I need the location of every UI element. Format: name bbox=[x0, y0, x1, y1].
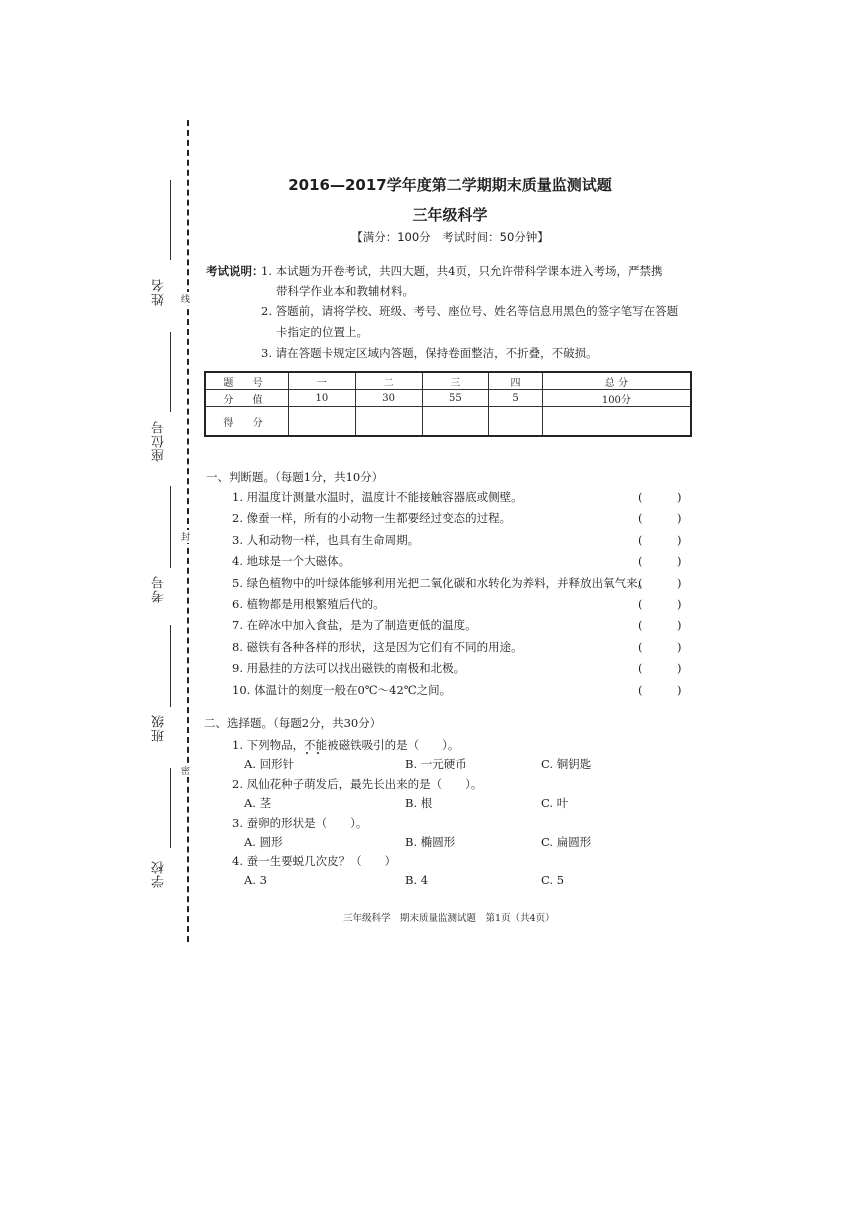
score-header-cell: 三 bbox=[422, 372, 489, 390]
answer-parentheses[interactable]: ( ) bbox=[638, 661, 682, 676]
score-value-cell: 100分 bbox=[542, 390, 691, 407]
question-stem: 2. 凤仙花种子萌发后，最先长出来的是（ ）。 bbox=[232, 777, 483, 791]
question-text: 5. 绿色植物中的叶绿体能够利用光把二氧化碳和水转化为养料，并释放出氧气来。 bbox=[232, 575, 650, 590]
score-table-got-row bbox=[205, 407, 691, 437]
answer-parentheses[interactable]: ( ) bbox=[638, 511, 682, 526]
option-b[interactable]: B. 椭圆形 bbox=[405, 835, 456, 849]
question-text: 7. 在碎冰中加入食盐，是为了制造更低的温度。 bbox=[232, 618, 477, 633]
answer-parentheses[interactable]: ( ) bbox=[638, 532, 682, 547]
question-text: 6. 植物都是用根繁殖后代的。 bbox=[232, 597, 385, 611]
instruction-line-5: 3. 请在答题卡规定区域内答题，保持卷面整洁，不折叠，不破损。 bbox=[261, 346, 598, 360]
score-table-header-row bbox=[205, 372, 691, 390]
question-stem: 4. 蚕一生要蜕几次皮？（ ） bbox=[232, 854, 397, 868]
seat-line bbox=[170, 332, 171, 412]
question-text: 1. 用温度计测量水温时，温度计不能接触容器底或侧壁。 bbox=[232, 490, 523, 504]
score-got-label: 得 分 bbox=[205, 407, 289, 437]
score-values-label: 分 值 bbox=[205, 390, 289, 407]
seal-char-xian: 线 bbox=[181, 292, 190, 305]
score-got-cell[interactable] bbox=[289, 407, 356, 437]
score-got-cell[interactable] bbox=[489, 407, 542, 437]
option-b[interactable]: B. 根 bbox=[405, 796, 433, 810]
question-text: 3. 人和动物一样，也具有生命周期。 bbox=[232, 532, 420, 547]
exam-subject: 三年级科学 bbox=[412, 206, 488, 224]
question-text: 9. 用悬挂的方法可以找出磁铁的南极和北极。 bbox=[232, 661, 466, 676]
score-header-cell: 一 bbox=[289, 372, 356, 390]
score-table bbox=[204, 371, 692, 437]
school-label: 学校 bbox=[152, 860, 167, 888]
emphasis-dot bbox=[317, 752, 319, 754]
question-text: 4. 地球是一个大磁体。 bbox=[232, 554, 351, 569]
answer-parentheses[interactable]: ( ) bbox=[638, 639, 682, 654]
score-got-cell[interactable] bbox=[355, 407, 422, 437]
answer-parentheses[interactable]: ( ) bbox=[638, 682, 682, 697]
page-footer: 三年级科学 期末质量监测试题 第1页（共4页） bbox=[343, 913, 555, 924]
question-text: 2. 像蚕一样，所有的小动物一生都要经过变态的过程。 bbox=[232, 511, 512, 526]
class-line bbox=[170, 625, 171, 707]
option-c[interactable]: C. 扁圆形 bbox=[541, 835, 592, 849]
option-c[interactable]: C. 叶 bbox=[541, 796, 569, 810]
score-value-cell: 10 bbox=[289, 390, 356, 407]
name-label: 姓名 bbox=[152, 278, 167, 306]
instruction-line-4: 卡指定的位置上。 bbox=[276, 325, 368, 339]
option-c[interactable]: C. 5 bbox=[541, 873, 565, 887]
option-c[interactable]: C. 铜钥匙 bbox=[541, 757, 592, 771]
question-text: 10. 体温计的刻度一般在0℃～42℃之间。 bbox=[232, 682, 452, 697]
exam-title: 2016—2017学年度第二学期期末质量监测试题 bbox=[288, 176, 612, 194]
question-stem: 3. 蚕卵的形状是（ ）。 bbox=[232, 816, 368, 830]
score-header-cell: 二 bbox=[355, 372, 422, 390]
question-stem: 1. 下列物品，不能被磁铁吸引的是（ ）。 bbox=[232, 738, 460, 752]
option-b[interactable]: B. 一元硬币 bbox=[405, 757, 467, 771]
option-a[interactable]: A. 茎 bbox=[244, 796, 272, 810]
question-text: 8. 磁铁有各种各样的形状，这是因为它们有不同的用途。 bbox=[232, 639, 523, 654]
score-header-cell: 四 bbox=[489, 372, 542, 390]
option-a[interactable]: A. 回形针 bbox=[244, 757, 295, 771]
instruction-line-3: 2. 答题前，请将学校、班级、考号、座位号、姓名等信息用黑色的签字笔写在答题 bbox=[261, 304, 679, 318]
option-a[interactable]: A. 圆形 bbox=[244, 835, 283, 849]
answer-parentheses[interactable]: ( ) bbox=[638, 597, 682, 611]
class-label: 班级 bbox=[152, 714, 167, 742]
school-line bbox=[170, 768, 171, 848]
emphasis-dot bbox=[306, 752, 308, 754]
seat-label: 座位号 bbox=[152, 420, 167, 462]
instructions-label: 考试说明： bbox=[206, 264, 264, 278]
instruction-line-1: 1. 本试题为开卷考试，共四大题，共4页，只允许带科学课本进入考场，严禁携 bbox=[261, 264, 663, 278]
answer-parentheses[interactable]: ( ) bbox=[638, 575, 682, 590]
section2-title: 二、选择题。（每题2分，共30分） bbox=[204, 716, 382, 730]
score-value-cell: 55 bbox=[422, 390, 489, 407]
exam-no-label: 考号 bbox=[152, 575, 167, 603]
score-value-cell: 5 bbox=[489, 390, 542, 407]
instruction-line-2: 带科学作业本和教辅材料。 bbox=[276, 284, 414, 298]
answer-parentheses[interactable]: ( ) bbox=[638, 490, 682, 504]
score-value-cell: 30 bbox=[355, 390, 422, 407]
score-got-cell[interactable] bbox=[542, 407, 691, 437]
option-b[interactable]: B. 4 bbox=[405, 873, 429, 887]
exam-meta: 【满分：100分 考试时间：50分钟】 bbox=[351, 230, 549, 244]
section1-title: 一、判断题。（每题1分，共10分） bbox=[206, 470, 384, 484]
score-header-cell: 总 分 bbox=[542, 372, 691, 390]
score-header-cell: 题 号 bbox=[205, 372, 289, 390]
exam-no-line bbox=[170, 486, 171, 568]
seal-char-mi: 密 bbox=[181, 764, 190, 777]
seal-char-feng: 封 bbox=[181, 530, 190, 543]
answer-parentheses[interactable]: ( ) bbox=[638, 554, 682, 569]
score-got-cell[interactable] bbox=[422, 407, 489, 437]
score-table-value-row bbox=[205, 390, 691, 407]
answer-parentheses[interactable]: ( ) bbox=[638, 618, 682, 633]
option-a[interactable]: A. 3 bbox=[244, 873, 267, 887]
